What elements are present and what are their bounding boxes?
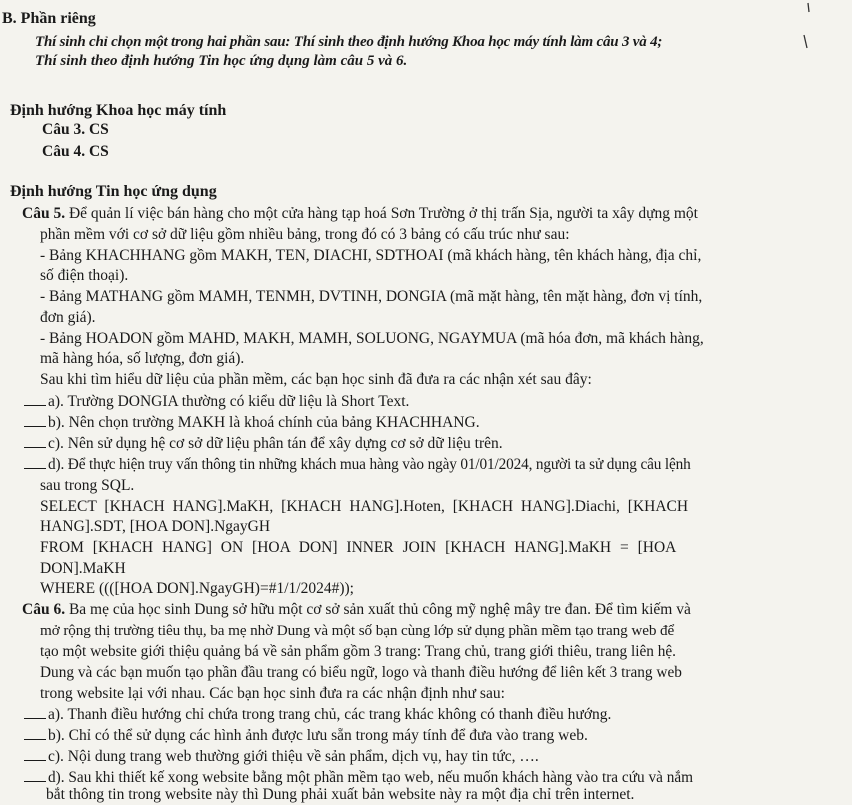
q5-line-2: phần mềm với cơ sở dữ liệu gồm nhiều bảng, trong đó có 3 bảng có cấu trúc như sau: <box>40 226 570 243</box>
q5-line-6: đơn giá). <box>40 309 96 326</box>
answer-blank[interactable] <box>24 447 46 448</box>
q6-option-b-text: b). Chỉ có thể sử dụng các hình ảnh được lưu sẵn trong máy tính để đưa vào trang web. <box>48 727 588 744</box>
answer-blank[interactable] <box>24 739 46 740</box>
q5-sql-line-5: DON].MaKH <box>40 560 126 577</box>
cs-question-4: Câu 4. CS <box>42 143 109 160</box>
q6-label: Câu 6. <box>22 601 66 618</box>
q6-option-d-text: d). Sau khi thiết kế xong website bằng một phần mềm tạo web, nếu muốn khách hàng vào tra cứu và nắm <box>48 769 694 786</box>
q5-option-d <box>24 456 691 475</box>
answer-blank[interactable] <box>24 468 46 469</box>
q6-line-1 <box>22 601 691 620</box>
section-title: B. Phần riêng <box>2 10 96 27</box>
answer-blank[interactable] <box>24 781 46 782</box>
answer-blank[interactable] <box>24 405 46 406</box>
q5-line-7: - Bảng HOADON gồm MAHD, MAKH, MAMH, SOLUONG, NGAYMUA (mã hóa đơn, mã khách hàng, <box>40 330 704 347</box>
q5-line-1 <box>22 205 698 224</box>
answer-blank[interactable] <box>24 426 46 427</box>
q6-option-b <box>24 727 588 746</box>
q5-option-b <box>24 414 480 433</box>
q5-sql-line-2: SELECT [KHACH HANG].MaKH, [KHACH HANG].Hoten, [KHACH HANG].Diachi, [KHACH <box>40 498 689 515</box>
q5-option-a <box>24 393 409 412</box>
q6-option-c-text: c). Nội dung trang web thường giới thiệu về sản phẩm, dịch vụ, hay tin tức, …. <box>48 748 539 765</box>
q5-option-a-text: a). Trường DONGIA thường có kiểu dữ liệu là Short Text. <box>48 393 410 410</box>
q5-sql-line-4: FROM [KHACH HANG] ON [HOA DON] INNER JOIN [KHACH HANG].MaKH = [HOA <box>40 539 677 556</box>
q5-option-d-text: d). Để thực hiện truy vấn thông tin những khách mua hàng vào ngày 01/01/2024, người ta sử dụng câu lệnh <box>48 456 691 473</box>
q6-option-c <box>24 748 539 767</box>
q5-line-8: mã hàng hóa, số lượng, đơn giá). <box>40 350 245 367</box>
intro-line-2: Thí sinh theo định hướng Tin học ứng dụng làm câu 5 và 6. <box>35 53 408 69</box>
answer-blank[interactable] <box>24 760 46 761</box>
q5-label: Câu 5. <box>22 205 66 222</box>
q6-line-2: mở rộng thị trường tiêu thụ, ba mẹ nhờ Dung và một số bạn cùng lớp sử dụng phần mềm tạo trang web để <box>40 622 675 639</box>
q6-option-d <box>24 769 693 788</box>
q6-line-4: Dung và các bạn muốn tạo phần đầu trang có biểu ngữ, logo và thanh điều hướng để liên kết 3 trang web <box>40 664 682 681</box>
q5-option-c-text: c). Nên sử dụng hệ cơ sở dữ liệu phân tán để xây dựng cơ sở dữ liệu trên. <box>48 435 503 452</box>
q6-line-3: tạo một website giới thiệu quảng bá về sản phẩm gồm 3 trang: Trang chủ, trang giới thiêu, trang liên hệ. <box>40 643 677 660</box>
q6-option-a-text: a). Thanh điều hướng chỉ chứa trong trang chủ, các trang khác không có thanh điều hướng. <box>48 706 612 723</box>
q5-sql-line-3: HANG].SDT, [HOA DON].NgayGH <box>40 518 271 535</box>
q6-line-5: trong website lại với nhau. Các bạn học sinh đưa ra các nhận định như sau: <box>40 685 505 702</box>
intro-line-1: Thí sinh chỉ chọn một trong hai phần sau: Thí sinh theo định hướng Khoa học máy tính làm câu 3 và 4; <box>35 34 663 50</box>
q5-option-b-text: b). Nên chọn trường MAKH là khoá chính của bảng KHACHHANG. <box>48 414 480 431</box>
pen-mark-decoration <box>780 0 840 60</box>
answer-blank[interactable] <box>24 718 46 719</box>
cs-question-3: Câu 3. CS <box>42 121 109 138</box>
q5-text-1: Để quản lí việc bán hàng cho một cửa hàng tạp hoá Sơn Trường ở thị trấn Sịa, người ta xây dựng một <box>68 205 698 222</box>
q5-sql-line-1: sau trong SQL. <box>40 477 135 494</box>
q5-sql-line-6: WHERE ((([HOA DON].NgayGH)=#1/1/2024#)); <box>40 580 354 597</box>
ict-heading: Định hướng Tin học ứng dụng <box>10 183 217 200</box>
q5-line-4: số điện thoại). <box>40 267 129 284</box>
q6-text-1: Ba mẹ của học sinh Dung sở hữu một cơ sở sản xuất thủ công mỹ nghệ mây tre đan. Để tìm kiếm và <box>68 601 691 618</box>
q5-line-3: - Bảng KHACHHANG gồm MAKH, TEN, DIACHI, SDTHOAI (mã khách hàng, tên khách hàng, địa chỉ, <box>40 247 702 264</box>
q5-option-c <box>24 435 503 454</box>
q6-option-a <box>24 706 611 725</box>
q6-option-d-line-2: bắt thông tin trong website này thì Dung phải xuất bản website này ra một địa chỉ trên internet. <box>46 786 635 803</box>
q5-line-9: Sau khi tìm hiểu dữ liệu của phần mềm, các bạn học sinh đã đưa ra các nhận xét sau đây: <box>40 371 592 388</box>
cs-heading: Định hướng Khoa học máy tính <box>10 102 227 119</box>
q5-line-5: - Bảng MATHANG gồm MAMH, TENMH, DVTINH, DONGIA (mã mặt hàng, tên mặt hàng, đơn vị tính, <box>40 288 703 305</box>
